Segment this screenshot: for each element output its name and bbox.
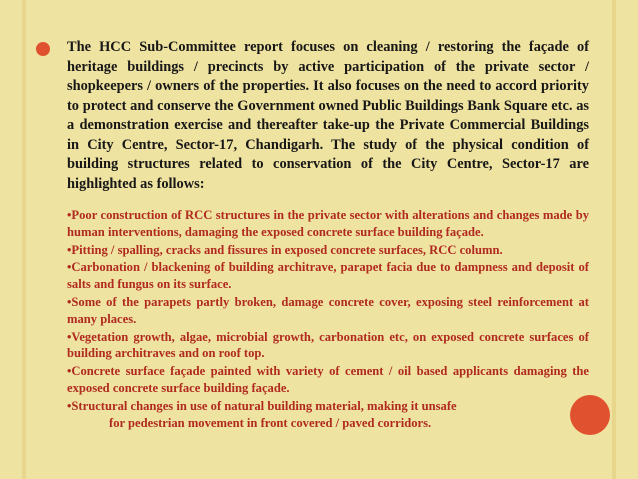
list-item: •Poor construction of RCC structures in the private sector with alterations and changes made by human interventions, damaging the exposed concrete surface building façade. bbox=[67, 208, 589, 239]
list-item: •Concrete surface façade painted with variety of cement / oil based applicants damaging the exposed concrete surface building façade. bbox=[67, 364, 589, 395]
corner-circle-icon bbox=[570, 395, 610, 435]
list-item: •Pitting / spalling, cracks and fissures in exposed concrete surfaces, RCC column. bbox=[67, 242, 503, 257]
list-item: •Some of the parapets partly broken, damage concrete cover, exposing steel reinforcement at many places. bbox=[67, 294, 589, 326]
list-item: •Carbonation / blackening of building architrave, parapet facia due to dampness and deposit of salts and fungus on its surface. bbox=[67, 260, 589, 292]
list-item-continuation: for pedestrian movement in front covered / paved corridors. bbox=[109, 415, 432, 430]
intro-paragraph: The HCC Sub-Committee report focuses on cleaning / restoring the façade of heritage buildings / precincts by active participation of the private sector / shopkeepers / owners of the properties. It also focuses on the need to accord priority to protect and conserve the Government owned Public Buildings Bank Square etc. as a demonstration exercise and thereafter take-up the Private Commercial Buildings in City Centre, Sector-17, Chandigarh. The study of the physical condition of building structures related to conservation of the City Centre, Sector-17 are highlighted as follows: bbox=[67, 39, 589, 192]
condition-list bbox=[67, 207, 589, 432]
bullet-dot-icon bbox=[36, 42, 50, 56]
right-decorative-band bbox=[612, 0, 616, 479]
list-item-text: •Structural changes in use of natural building material, making it unsafe bbox=[67, 398, 457, 413]
left-decorative-band bbox=[22, 0, 26, 479]
list-item bbox=[67, 398, 589, 432]
list-item: •Vegetation growth, algae, microbial growth, carbonation etc, on exposed concrete surfaces of building architraves and on roof top. bbox=[67, 329, 589, 361]
